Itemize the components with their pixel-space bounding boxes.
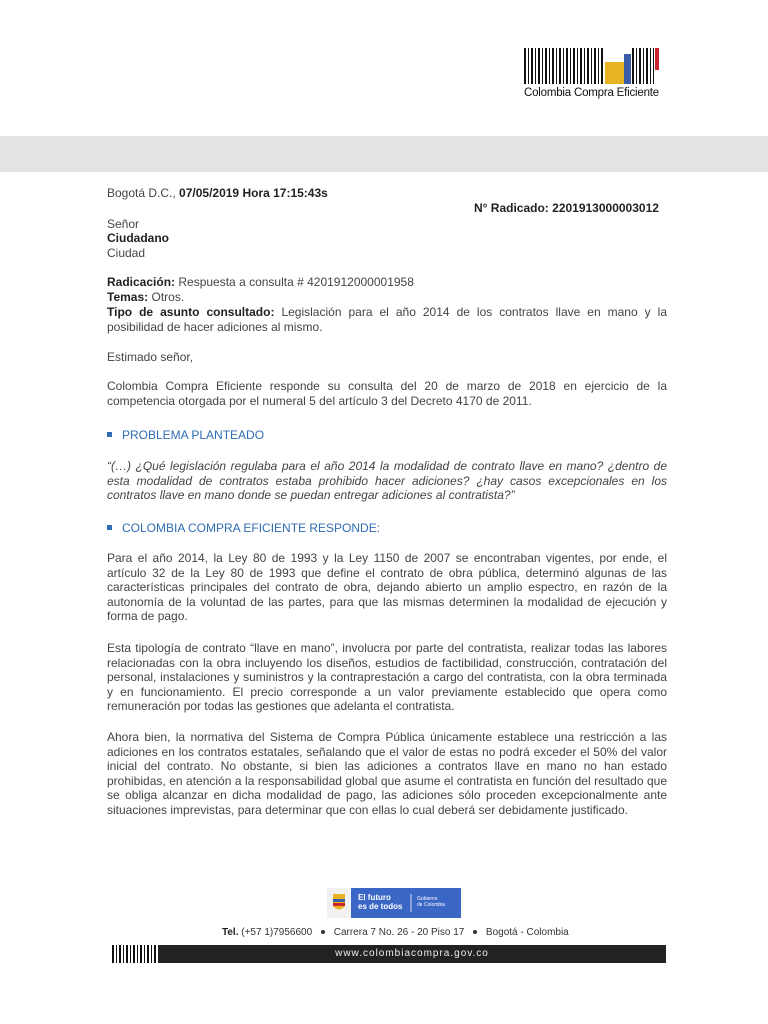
section-heading-responde	[107, 521, 380, 535]
tipo-asunto	[107, 305, 667, 334]
gov-name	[417, 896, 445, 908]
temas-line	[107, 290, 184, 305]
radicacion-label: Radicación:	[107, 275, 176, 289]
greeting: Estimado señor,	[107, 350, 194, 364]
section-heading-problema	[107, 428, 264, 442]
problem-quote: “(…) ¿Qué legislación regulaba para el año 2014 la modalidad de contrato llave en mano? ¿dentro de esta modalidad de contratos estaba prohibido hacer adiciones? ¿hay casos excepcionales en los contratos llave en mano donde se puedan entregar adiciones al contratista?”	[107, 459, 667, 503]
government-logo	[327, 888, 461, 918]
date-line	[107, 186, 328, 201]
bullet-icon	[107, 525, 112, 530]
brand-name: Colombia Compra Eficiente	[524, 87, 659, 99]
tipo-label: Tipo de asunto consultado:	[107, 305, 275, 319]
separator-dot-icon	[473, 930, 477, 934]
contact-line	[222, 927, 569, 938]
section-heading-text: PROBLEMA PLANTEADO	[122, 428, 265, 442]
response-paragraph-2: Esta tipología de contrato “llave en mano”, involucra por parte del contratista, realizar todas las labores relacionadas con la obra incluyendo los diseños, estudios de factibilidad, construcción, contratación del personal, instalaciones y suministros y la contraprestación a cargo del contratista, con la obra terminada y en funcionamiento. El precio corresponde a un valor previamente establecido que opera como remuneración por todas las gestiones que adelanta el contratista.	[107, 641, 667, 714]
footer-barcode-icon	[112, 945, 156, 963]
header-band	[0, 136, 768, 172]
temas-label: Temas:	[107, 290, 149, 304]
gov-name-line2: de Colombia	[417, 902, 446, 908]
response-paragraph-1: Para el año 2014, la Ley 80 de 1993 y la Ley 1150 de 2007 se encontraban vigentes, por ende, el artículo 32 de la Ley 80 de 1993 que define el contrato de obra pública, determinó algunas de las características principales del contrato de obra, dejando abierto un amplio espectro, en razón de la autonomía de la voluntad de las partes, para que las mismas determinen la modalidad de ejecución y forma de pago.	[107, 551, 667, 624]
city: Bogotá - Colombia	[485, 927, 569, 938]
intro-paragraph: Colombia Compra Eficiente responde su consulta del 20 de marzo de 2018 en ejercicio de la competencia otorgada por el numeral 5 del artículo 3 del Decreto 4170 de 2011.	[107, 379, 667, 408]
section-heading-text: COLOMBIA COMPRA EFICIENTE RESPONDE:	[122, 521, 381, 535]
tel-label: Tel.	[222, 927, 239, 938]
gov-name-line1: Gobierno	[417, 896, 438, 902]
recipient-salutation: Señor	[107, 217, 140, 231]
website-link[interactable]: www.colombiacompra.gov.co	[335, 948, 489, 959]
separator-dot-icon	[321, 930, 325, 934]
recipient-city: Ciudad	[107, 246, 146, 260]
radicacion-line	[107, 275, 414, 290]
gov-slogan	[358, 893, 402, 911]
radicacion-value: Respuesta a consulta # 4201912000001958	[178, 275, 414, 289]
gov-slogan-line2: es de todos	[358, 902, 403, 911]
tipo-value: Legislación para el año 2014 de los contratos llave en mano y la posibilidad de hacer adiciones al mismo.	[107, 305, 667, 334]
address: Carrera 7 No. 26 - 20 Piso 17	[333, 927, 465, 938]
tel-value: (+57 1)7956600	[241, 927, 313, 938]
datetime: 07/05/2019 Hora 17:15:43s	[179, 186, 328, 200]
bullet-icon	[107, 432, 112, 437]
barcode-logo-icon	[524, 48, 660, 84]
brand-logo	[520, 44, 670, 104]
gov-slogan-line1: El futuro	[358, 893, 391, 902]
temas-value: Otros.	[151, 290, 185, 304]
recipient-name: Ciudadano	[107, 231, 169, 245]
place: Bogotá D.C.,	[107, 186, 176, 200]
radicado-number: N° Radicado: 2201913000003012	[474, 201, 659, 215]
website-bar	[158, 945, 666, 963]
response-paragraph-3: Ahora bien, la normativa del Sistema de Compra Pública únicamente establece una restricción a las adiciones en los contratos estatales, señalando que el valor de estas no podrá exceder el 50% del valor inicial del contrato. No obstante, si bien las adiciones a contratos llave en mano no han estado prohibidas, en atención a la responsabilidad global que asume el contratista en función del resultado que se obliga alcanzar en dicha modalidad de pago, las adiciones sólo proceden excepcionalmente ante situaciones imprevistas, para determinar que con ellas lo cual deberá ser debidamente justificado.	[107, 730, 667, 817]
